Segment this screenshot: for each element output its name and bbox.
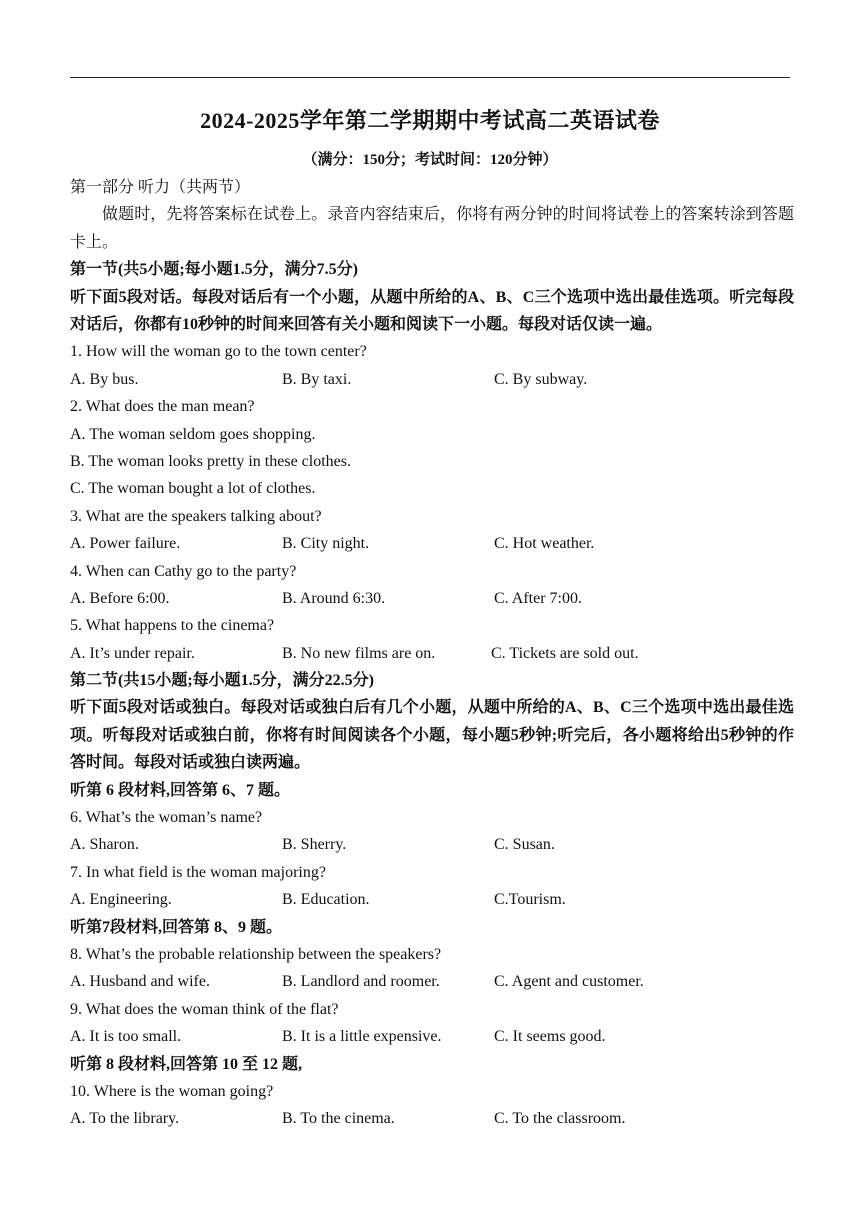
option-c: C. To the classroom. bbox=[494, 1110, 626, 1128]
option-a: A. Husband and wife. bbox=[70, 973, 210, 991]
section1-instructions: 听下面5段对话。每段对话后有一个小题，从题中所给的A、B、C三个选项中选出最佳选项。听完每段对话后，你都有10秒钟的时间来回答有关小题和阅读下一小题。每段对话仅读一遍。 bbox=[70, 288, 794, 333]
option-a: A. Before 6:00. bbox=[70, 589, 170, 607]
option-b: B. No new films are on. bbox=[282, 644, 436, 662]
option-c: C. Hot weather. bbox=[494, 535, 595, 553]
option-b: B. The woman looks pretty in these clothes. bbox=[70, 452, 351, 470]
option-a: A. By bus. bbox=[70, 370, 139, 388]
option-c: C. By subway. bbox=[494, 370, 588, 388]
question-3: 3. What are the speakers talking about? bbox=[70, 507, 322, 525]
options-3 bbox=[70, 530, 794, 557]
exam-subtitle: （满分：150分；考试时间：120分钟） bbox=[302, 152, 558, 168]
option-b: B. By taxi. bbox=[282, 370, 352, 388]
question-6: 6. What’s the woman’s name? bbox=[70, 809, 263, 827]
option-c: C. Susan. bbox=[494, 836, 555, 854]
material-6-heading: 听第 6 段材料,回答第 6、7 题。 bbox=[70, 781, 291, 799]
options-9 bbox=[70, 1023, 794, 1050]
options-1 bbox=[70, 366, 794, 393]
option-b: B. To the cinema. bbox=[282, 1110, 395, 1128]
option-c: C. After 7:00. bbox=[494, 589, 582, 607]
option-c: C. The woman bought a lot of clothes. bbox=[70, 480, 316, 498]
options-10 bbox=[70, 1105, 794, 1132]
option-a: A. It’s under repair. bbox=[70, 644, 195, 662]
section1-heading: 第一节(共5小题;每小题1.5分，满分7.5分) bbox=[70, 261, 358, 279]
option-b: B. Education. bbox=[282, 891, 370, 909]
section2-heading: 第二节(共15小题;每小题1.5分，满分22.5分) bbox=[70, 672, 374, 690]
option-c: C. Agent and customer. bbox=[494, 973, 644, 991]
part1-intro: 做题时，先将答案标在试卷上。录音内容结束后，你将有两分钟的时间将试卷上的答案转涂到答题卡上。 bbox=[70, 206, 794, 251]
question-7: 7. In what field is the woman majoring? bbox=[70, 863, 326, 881]
option-c: C. It seems good. bbox=[494, 1028, 606, 1046]
option-a: A. Sharon. bbox=[70, 836, 139, 854]
question-9: 9. What does the woman think of the flat? bbox=[70, 1000, 339, 1018]
question-2: 2. What does the man mean? bbox=[70, 398, 255, 416]
options-4 bbox=[70, 585, 794, 612]
question-8: 8. What’s the probable relationship between the speakers? bbox=[70, 946, 442, 964]
option-c: C.Tourism. bbox=[494, 891, 566, 909]
part1-heading: 第一部分 听力（共两节） bbox=[70, 179, 251, 196]
question-10: 10. Where is the woman going? bbox=[70, 1083, 274, 1100]
option-a: A. Power failure. bbox=[70, 535, 181, 553]
material-8-heading: 听第 8 段材料,回答第 10 至 12 题, bbox=[70, 1055, 303, 1073]
option-a: A. The woman seldom goes shopping. bbox=[70, 425, 316, 443]
option-a: A. It is too small. bbox=[70, 1028, 182, 1046]
question-5: 5. What happens to the cinema? bbox=[70, 617, 275, 635]
option-a: A. To the library. bbox=[70, 1110, 180, 1128]
question-4: 4. When can Cathy go to the party? bbox=[70, 562, 297, 580]
option-a: A. Engineering. bbox=[70, 891, 172, 909]
options-7 bbox=[70, 886, 794, 913]
options-8 bbox=[70, 968, 794, 995]
material-7-heading: 听第7段材料,回答第 8、9 题。 bbox=[70, 918, 283, 936]
option-b: B. Landlord and roomer. bbox=[282, 973, 440, 991]
section2-instructions: 听下面5段对话或独白。每段对话或独白后有几个小题，从题中所给的A、B、C三个选项中选出最佳选项。听每段对话或独白前，你将有时间阅读各个小题，每小题5秒钟;听完后，各小题将给出5秒钟的作答时间。每段对话或独白读两遍。 bbox=[70, 699, 794, 772]
option-b: B. City night. bbox=[282, 535, 370, 553]
option-b: B. It is a little expensive. bbox=[282, 1028, 442, 1046]
exam-body bbox=[70, 174, 794, 1133]
options-6 bbox=[70, 831, 794, 858]
option-b: B. Around 6:30. bbox=[282, 589, 386, 607]
option-b: B. Sherry. bbox=[282, 836, 347, 854]
option-c: C. Tickets are sold out. bbox=[491, 644, 639, 662]
question-1: 1. How will the woman go to the town center? bbox=[70, 343, 367, 361]
top-rule bbox=[70, 77, 790, 78]
exam-title: 2024-2025学年第二学期期中考试高二英语试卷 bbox=[200, 108, 660, 133]
options-5 bbox=[70, 640, 794, 667]
